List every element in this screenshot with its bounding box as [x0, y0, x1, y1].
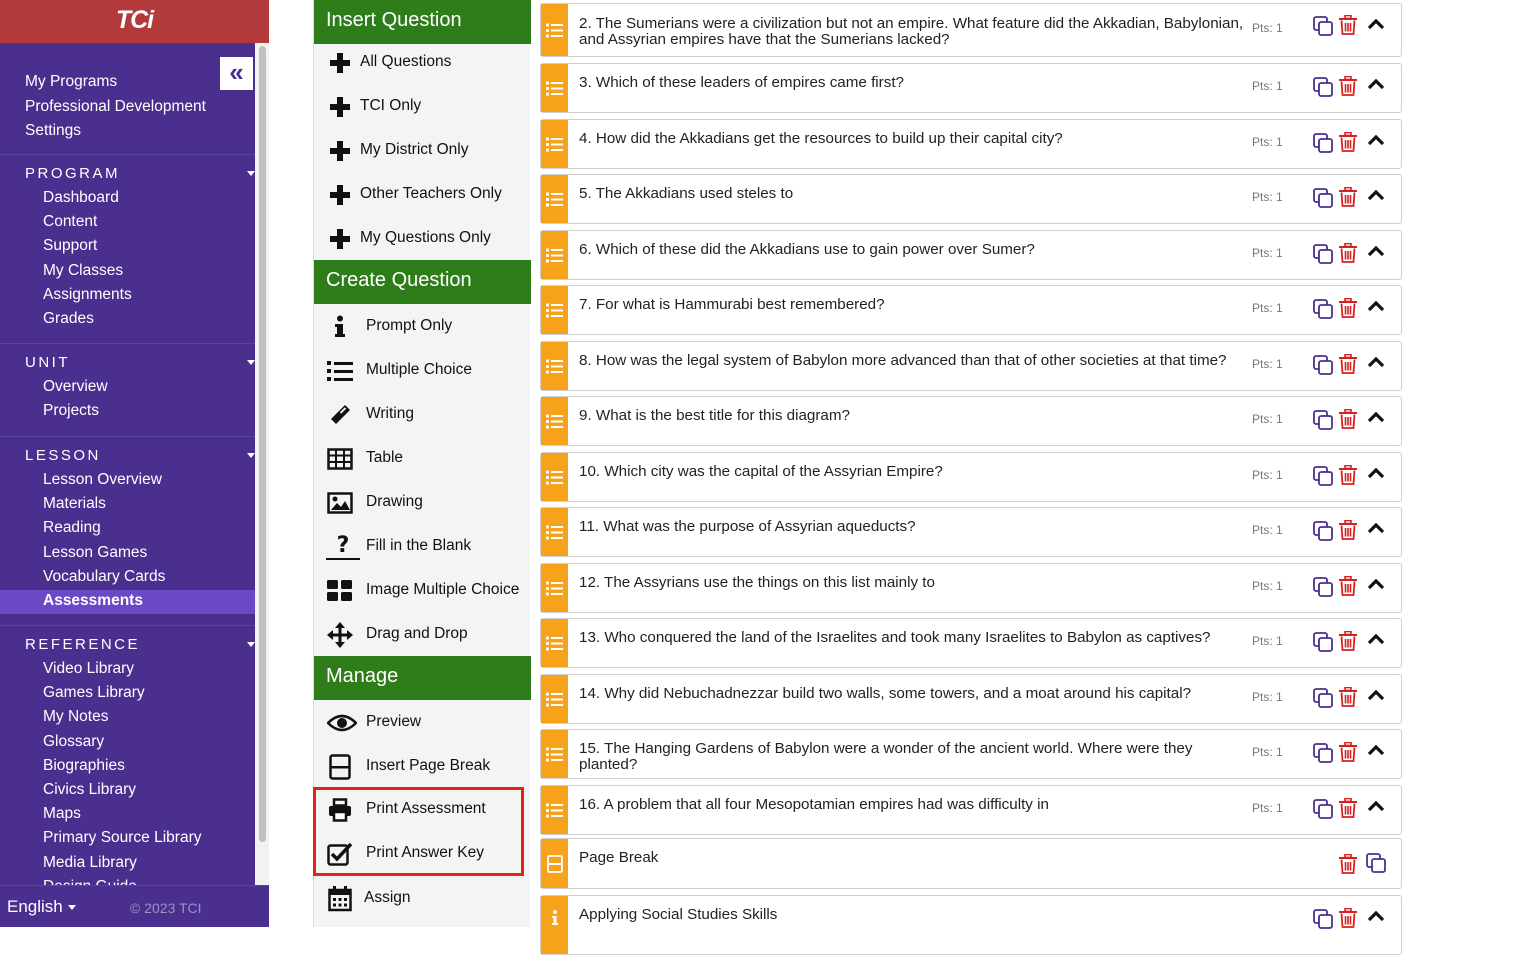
question-row[interactable] [540, 785, 1402, 835]
question-text[interactable]: 4. How did the Akkadians get the resources to build up their capital city? [579, 130, 1063, 147]
trash-icon[interactable] [1339, 742, 1357, 767]
trash-icon[interactable] [1339, 187, 1357, 212]
drag-handle[interactable] [541, 896, 568, 954]
copy-icon[interactable] [1313, 16, 1333, 41]
trash-icon[interactable] [1339, 243, 1357, 268]
drag-handle[interactable] [541, 4, 568, 56]
copy-icon[interactable] [1313, 410, 1333, 435]
question-text[interactable]: 12. The Assyrians use the things on this list mainly to [579, 574, 935, 591]
plus-icon [327, 50, 353, 76]
trash-icon[interactable] [1339, 76, 1357, 101]
sidebar-item-games-library[interactable]: Games Library [43, 684, 145, 702]
question-points: Pts: 1 [1252, 745, 1283, 759]
tool-label: Preview [366, 713, 422, 730]
drag-handle[interactable] [541, 120, 568, 168]
trash-icon[interactable] [1339, 520, 1357, 545]
question-points: Pts: 1 [1252, 801, 1283, 815]
sidebar-scrollbar-thumb[interactable] [259, 46, 266, 842]
sidebar-section-header[interactable] [0, 437, 255, 469]
drag-handle[interactable] [541, 508, 568, 556]
checkbox-icon [327, 841, 353, 867]
list-icon [546, 359, 563, 374]
print-answer-key-button[interactable] [314, 831, 531, 875]
question-row[interactable] [540, 230, 1402, 280]
list-icon [546, 747, 563, 762]
section-title: UNIT [25, 354, 70, 371]
section-title: REFERENCE [25, 636, 141, 653]
print-assessment-button[interactable] [314, 787, 531, 831]
trash-icon[interactable] [1339, 132, 1357, 157]
question-points: Pts: 1 [1252, 246, 1283, 260]
drag-handle[interactable] [541, 342, 568, 390]
copy-icon[interactable] [1313, 355, 1333, 380]
drag-handle[interactable] [541, 839, 568, 888]
tool-label: Fill in the Blank [366, 537, 472, 554]
question-row[interactable] [540, 507, 1402, 557]
question-points: Pts: 1 [1252, 690, 1283, 704]
drag-handle[interactable] [541, 397, 568, 445]
caret-down-icon [68, 905, 76, 910]
copy-icon[interactable] [1313, 133, 1333, 158]
question-text[interactable]: 2. The Sumerians were a civilization but not an empire. What feature did the Akkadian, Babylonian, and Assyrian empires have that the Sumerians lacked? [579, 15, 1244, 48]
question-text[interactable]: 8. How was the legal system of Babylon more advanced than that of other societies at that time? [579, 352, 1227, 369]
table-icon [327, 446, 353, 472]
copy-icon[interactable] [1313, 299, 1333, 324]
pencil-icon [327, 402, 353, 428]
chevron-up-icon[interactable] [1367, 577, 1385, 595]
sidebar-item-primary-source-library[interactable]: Primary Source Library [43, 829, 202, 847]
insert-other-teachers-only-button[interactable] [314, 172, 531, 216]
copy-icon[interactable] [1313, 743, 1333, 768]
chevron-up-icon[interactable] [1367, 355, 1385, 373]
drag-handle[interactable] [541, 675, 568, 723]
insert-question-header: Insert Question [314, 0, 531, 44]
trash-icon[interactable] [1339, 354, 1357, 379]
insert-tci-only-button[interactable] [314, 84, 531, 128]
list-icon [546, 23, 563, 38]
question-points: Pts: 1 [1252, 357, 1283, 371]
language-dropdown[interactable] [7, 897, 76, 917]
sidebar-item-my-notes[interactable]: My Notes [43, 708, 109, 726]
create-fill-in-the-blank-button[interactable] [314, 524, 531, 568]
question-points: Pts: 1 [1252, 301, 1283, 315]
copy-icon[interactable] [1313, 688, 1333, 713]
create-drawing-button[interactable] [314, 480, 531, 524]
question-row[interactable] [540, 618, 1402, 668]
tool-label: Other Teachers Only [360, 185, 502, 202]
tool-label: Print Assessment [366, 800, 486, 817]
sidebar-item-content[interactable]: Content [43, 213, 98, 231]
copy-icon[interactable] [1313, 188, 1333, 213]
question-row[interactable] [540, 3, 1402, 57]
create-writing-button[interactable] [314, 392, 531, 436]
svg-text:?: ? [336, 533, 350, 558]
copy-icon[interactable] [1313, 799, 1333, 824]
collapse-sidebar-button[interactable] [220, 57, 253, 90]
chevron-up-icon[interactable] [1367, 632, 1385, 650]
info-icon [327, 314, 353, 340]
copy-icon[interactable] [1366, 853, 1386, 878]
language-footer [0, 885, 269, 927]
drag-handle[interactable] [541, 730, 568, 778]
grid-icon [327, 578, 353, 604]
question-text[interactable]: 5. The Akkadians used steles to [579, 185, 794, 202]
caret-down-icon [247, 171, 255, 176]
tool-label: Writing [366, 405, 414, 422]
copy-icon[interactable] [1313, 909, 1333, 934]
insert-my-questions-only-button[interactable] [314, 216, 531, 260]
question-text[interactable]: 7. For what is Hammurabi best remembered? [579, 296, 885, 313]
question-row[interactable] [540, 729, 1402, 779]
printer-icon [327, 797, 353, 823]
drag-handle[interactable] [541, 64, 568, 112]
sidebar-section-header[interactable] [0, 155, 255, 187]
create-table-button[interactable] [314, 436, 531, 480]
logo-bar [0, 0, 269, 43]
plus-icon [327, 138, 353, 164]
chevron-up-icon[interactable] [1367, 299, 1385, 317]
sidebar-item-projects[interactable]: Projects [43, 402, 99, 420]
question-row[interactable] [540, 285, 1402, 335]
list-icon [546, 414, 563, 429]
sidebar-item-assessments[interactable]: Assessments [0, 590, 255, 614]
question-text[interactable]: 14. Why did Nebuchadnezzar build two walls, some towers, and a moat around his capital? [579, 685, 1192, 702]
trash-icon[interactable] [1339, 576, 1357, 601]
list-icon [546, 192, 563, 207]
chevron-up-icon[interactable] [1367, 410, 1385, 428]
question-text[interactable]: 15. The Hanging Gardens of Babylon were a wonder of the ancient world. Where were they planted? [579, 740, 1193, 773]
trash-icon[interactable] [1339, 798, 1357, 823]
assessment-tool-panel [313, 0, 530, 927]
chevron-up-icon[interactable] [1367, 188, 1385, 206]
sidebar-section-header[interactable] [0, 344, 255, 376]
sidebar-item-video-library[interactable]: Video Library [43, 660, 135, 677]
list-icon [546, 525, 563, 540]
list-icon [546, 470, 563, 485]
tool-label: My District Only [360, 141, 469, 158]
copy-icon[interactable] [1313, 466, 1333, 491]
question-row[interactable] [540, 452, 1402, 502]
sidebar-item-my-classes[interactable]: My Classes [43, 261, 124, 279]
drag-handle[interactable] [541, 564, 568, 612]
list-icon [546, 81, 563, 96]
question-text[interactable]: 13. Who conquered the land of the Israelites and took many Israelites to Babylon as captives? [579, 629, 1211, 646]
tool-label: Assign [364, 889, 411, 906]
sidebar-item-media-library[interactable]: Media Library [43, 853, 137, 871]
sidebar-item-assignments[interactable]: Assignments [43, 285, 132, 303]
sidebar-section-program [0, 154, 255, 332]
trash-icon[interactable] [1339, 15, 1357, 40]
page-break-row[interactable] [540, 838, 1402, 889]
preview-button[interactable] [314, 700, 531, 744]
trash-icon[interactable] [1339, 908, 1357, 933]
tool-label: Drawing [366, 493, 423, 510]
copy-icon[interactable] [1313, 77, 1333, 102]
list-icon [546, 636, 563, 651]
caret-down-icon [247, 642, 255, 647]
trash-icon[interactable] [1339, 687, 1357, 712]
drag-handle[interactable] [541, 619, 568, 667]
chevron-up-icon[interactable] [1367, 688, 1385, 706]
list-icon [327, 358, 353, 384]
question-text[interactable]: 16. A problem that all four Mesopotamian empires had was difficulty in [579, 796, 1049, 813]
image-icon [327, 490, 353, 516]
tool-label: Multiple Choice [366, 361, 472, 378]
list-icon [546, 692, 563, 707]
sidebar-link-professional-development[interactable]: Professional Development [25, 97, 206, 115]
question-row[interactable] [540, 119, 1402, 169]
sidebar-item-reading[interactable]: Reading [43, 519, 101, 537]
list-icon [546, 303, 563, 318]
section-title: PROGRAM [25, 165, 121, 182]
question-row[interactable] [540, 674, 1402, 724]
plus-icon [327, 226, 353, 252]
question-points: Pts: 1 [1252, 468, 1283, 482]
prompt-item-row[interactable] [540, 895, 1402, 955]
plus-icon [327, 182, 353, 208]
language-label: English [7, 897, 63, 916]
question-points: Pts: 1 [1252, 21, 1283, 35]
tool-label: Print Answer Key [366, 844, 485, 861]
sidebar-item-materials[interactable]: Materials [43, 495, 106, 513]
question-points: Pts: 1 [1252, 135, 1283, 149]
question-text[interactable]: 11. What was the purpose of Assyrian aqueducts? [579, 518, 916, 535]
assign-button[interactable] [314, 876, 531, 920]
sidebar-item-maps[interactable]: Maps [43, 805, 81, 823]
question-text[interactable]: 6. Which of these did the Akkadians use to gain power over Sumer? [579, 241, 1035, 258]
question-points: Pts: 1 [1252, 523, 1283, 537]
tool-label: All Questions [360, 53, 452, 70]
trash-icon[interactable] [1339, 631, 1357, 656]
drag-handle[interactable] [541, 286, 568, 334]
question-points: Pts: 1 [1252, 634, 1283, 648]
trash-icon[interactable] [1339, 298, 1357, 323]
chevron-up-icon[interactable] [1367, 799, 1385, 817]
create-image-multiple-choice-button[interactable] [314, 568, 531, 612]
sidebar-section-header[interactable] [0, 626, 255, 658]
sidebar-item-lesson-games[interactable]: Lesson Games [43, 543, 148, 561]
eye-icon [327, 710, 357, 736]
question-row[interactable] [540, 63, 1402, 113]
drag-handle[interactable] [541, 231, 568, 279]
insert-all-questions-button[interactable] [314, 40, 531, 84]
chevron-up-icon[interactable] [1367, 521, 1385, 539]
sidebar-item-dashboard[interactable]: Dashboard [43, 189, 119, 206]
chevron-up-icon[interactable] [1367, 466, 1385, 484]
chevron-up-icon[interactable] [1367, 244, 1385, 262]
tool-label: TCI Only [360, 97, 422, 114]
create-drag-and-drop-button[interactable] [314, 612, 531, 656]
section-title: LESSON [25, 447, 101, 464]
tool-label: Image Multiple Choice [366, 581, 520, 598]
sidebar-item-support[interactable]: Support [43, 237, 98, 255]
copy-icon[interactable] [1313, 244, 1333, 269]
create-multiple-choice-button[interactable] [314, 348, 531, 392]
sidebar-item-civics-library[interactable]: Civics Library [43, 780, 137, 798]
tool-label: Prompt Only [366, 317, 453, 334]
sidebar-item-grades[interactable]: Grades [43, 309, 94, 327]
sidebar-link-my-programs[interactable]: My Programs [25, 73, 118, 90]
create-question-header: Create Question [314, 260, 531, 304]
copy-icon[interactable] [1313, 521, 1333, 546]
copy-icon[interactable] [1313, 632, 1333, 657]
question-points: Pts: 1 [1252, 412, 1283, 426]
question-text[interactable]: 9. What is the best title for this diagram? [579, 407, 850, 424]
tool-label: Insert Page Break [366, 757, 491, 774]
caret-down-icon [247, 453, 255, 458]
caret-down-icon [247, 360, 255, 365]
question-points: Pts: 1 [1252, 579, 1283, 593]
page-break-icon [547, 855, 563, 873]
sidebar-item-lesson-overview[interactable]: Lesson Overview [43, 471, 162, 488]
list-icon [546, 137, 563, 152]
question-text[interactable]: 10. Which city was the capital of the Assyrian Empire? [579, 463, 943, 480]
question-row[interactable] [540, 563, 1402, 613]
sidebar-item-vocabulary-cards[interactable]: Vocabulary Cards [43, 567, 166, 585]
trash-icon[interactable] [1339, 465, 1357, 490]
move-arrows-icon [327, 622, 353, 648]
sidebar-item-glossary[interactable]: Glossary [43, 732, 105, 750]
drag-handle[interactable] [541, 453, 568, 501]
sidebar [0, 0, 269, 927]
question-row[interactable] [540, 396, 1402, 446]
sidebar-top-links [25, 72, 206, 146]
page-break-icon [327, 754, 353, 780]
chevron-up-icon[interactable] [1367, 77, 1385, 95]
manage-header: Manage [314, 656, 531, 700]
trash-icon[interactable] [1339, 409, 1357, 434]
create-prompt-only-button[interactable] [314, 304, 531, 348]
sidebar-section-lesson [0, 436, 255, 614]
question-row[interactable] [540, 174, 1402, 224]
question-points: Pts: 1 [1252, 190, 1283, 204]
page-break-label: Page Break [579, 849, 659, 866]
prompt-item-label[interactable]: Applying Social Studies Skills [579, 906, 778, 923]
drag-handle[interactable] [541, 786, 568, 834]
trash-icon[interactable] [1339, 854, 1357, 879]
insert-page-break-button[interactable] [314, 744, 531, 788]
question-row[interactable] [540, 341, 1402, 391]
question-points: Pts: 1 [1252, 79, 1283, 93]
sidebar-item-overview[interactable]: Overview [43, 378, 108, 395]
tci-logo[interactable]: TCi [115, 6, 154, 34]
sidebar-item-biographies[interactable]: Biographies [43, 756, 125, 774]
calendar-icon [327, 886, 353, 912]
list-icon [546, 803, 563, 818]
plus-icon [327, 94, 353, 120]
info-icon [550, 910, 560, 926]
question-mark-icon [326, 534, 360, 560]
chevron-up-icon[interactable] [1367, 909, 1385, 927]
sidebar-link-settings[interactable]: Settings [25, 122, 82, 139]
tool-label: Table [366, 449, 404, 466]
question-text[interactable]: 3. Which of these leaders of empires came first? [579, 74, 904, 91]
list-icon [546, 248, 563, 263]
tool-label: My Questions Only [360, 229, 491, 246]
copy-icon[interactable] [1313, 577, 1333, 602]
copyright-text: © 2023 TCI [130, 900, 202, 916]
chevron-up-icon[interactable] [1367, 17, 1385, 35]
drag-handle[interactable] [541, 175, 568, 223]
insert-my-district-only-button[interactable] [314, 128, 531, 172]
list-icon [546, 581, 563, 596]
double-chevron-left-icon: « [229, 57, 244, 87]
sidebar-section-reference [0, 625, 255, 900]
tool-label: Drag and Drop [366, 625, 468, 642]
chevron-up-icon[interactable] [1367, 743, 1385, 761]
chevron-up-icon[interactable] [1367, 133, 1385, 151]
sidebar-section-unit [0, 343, 255, 424]
